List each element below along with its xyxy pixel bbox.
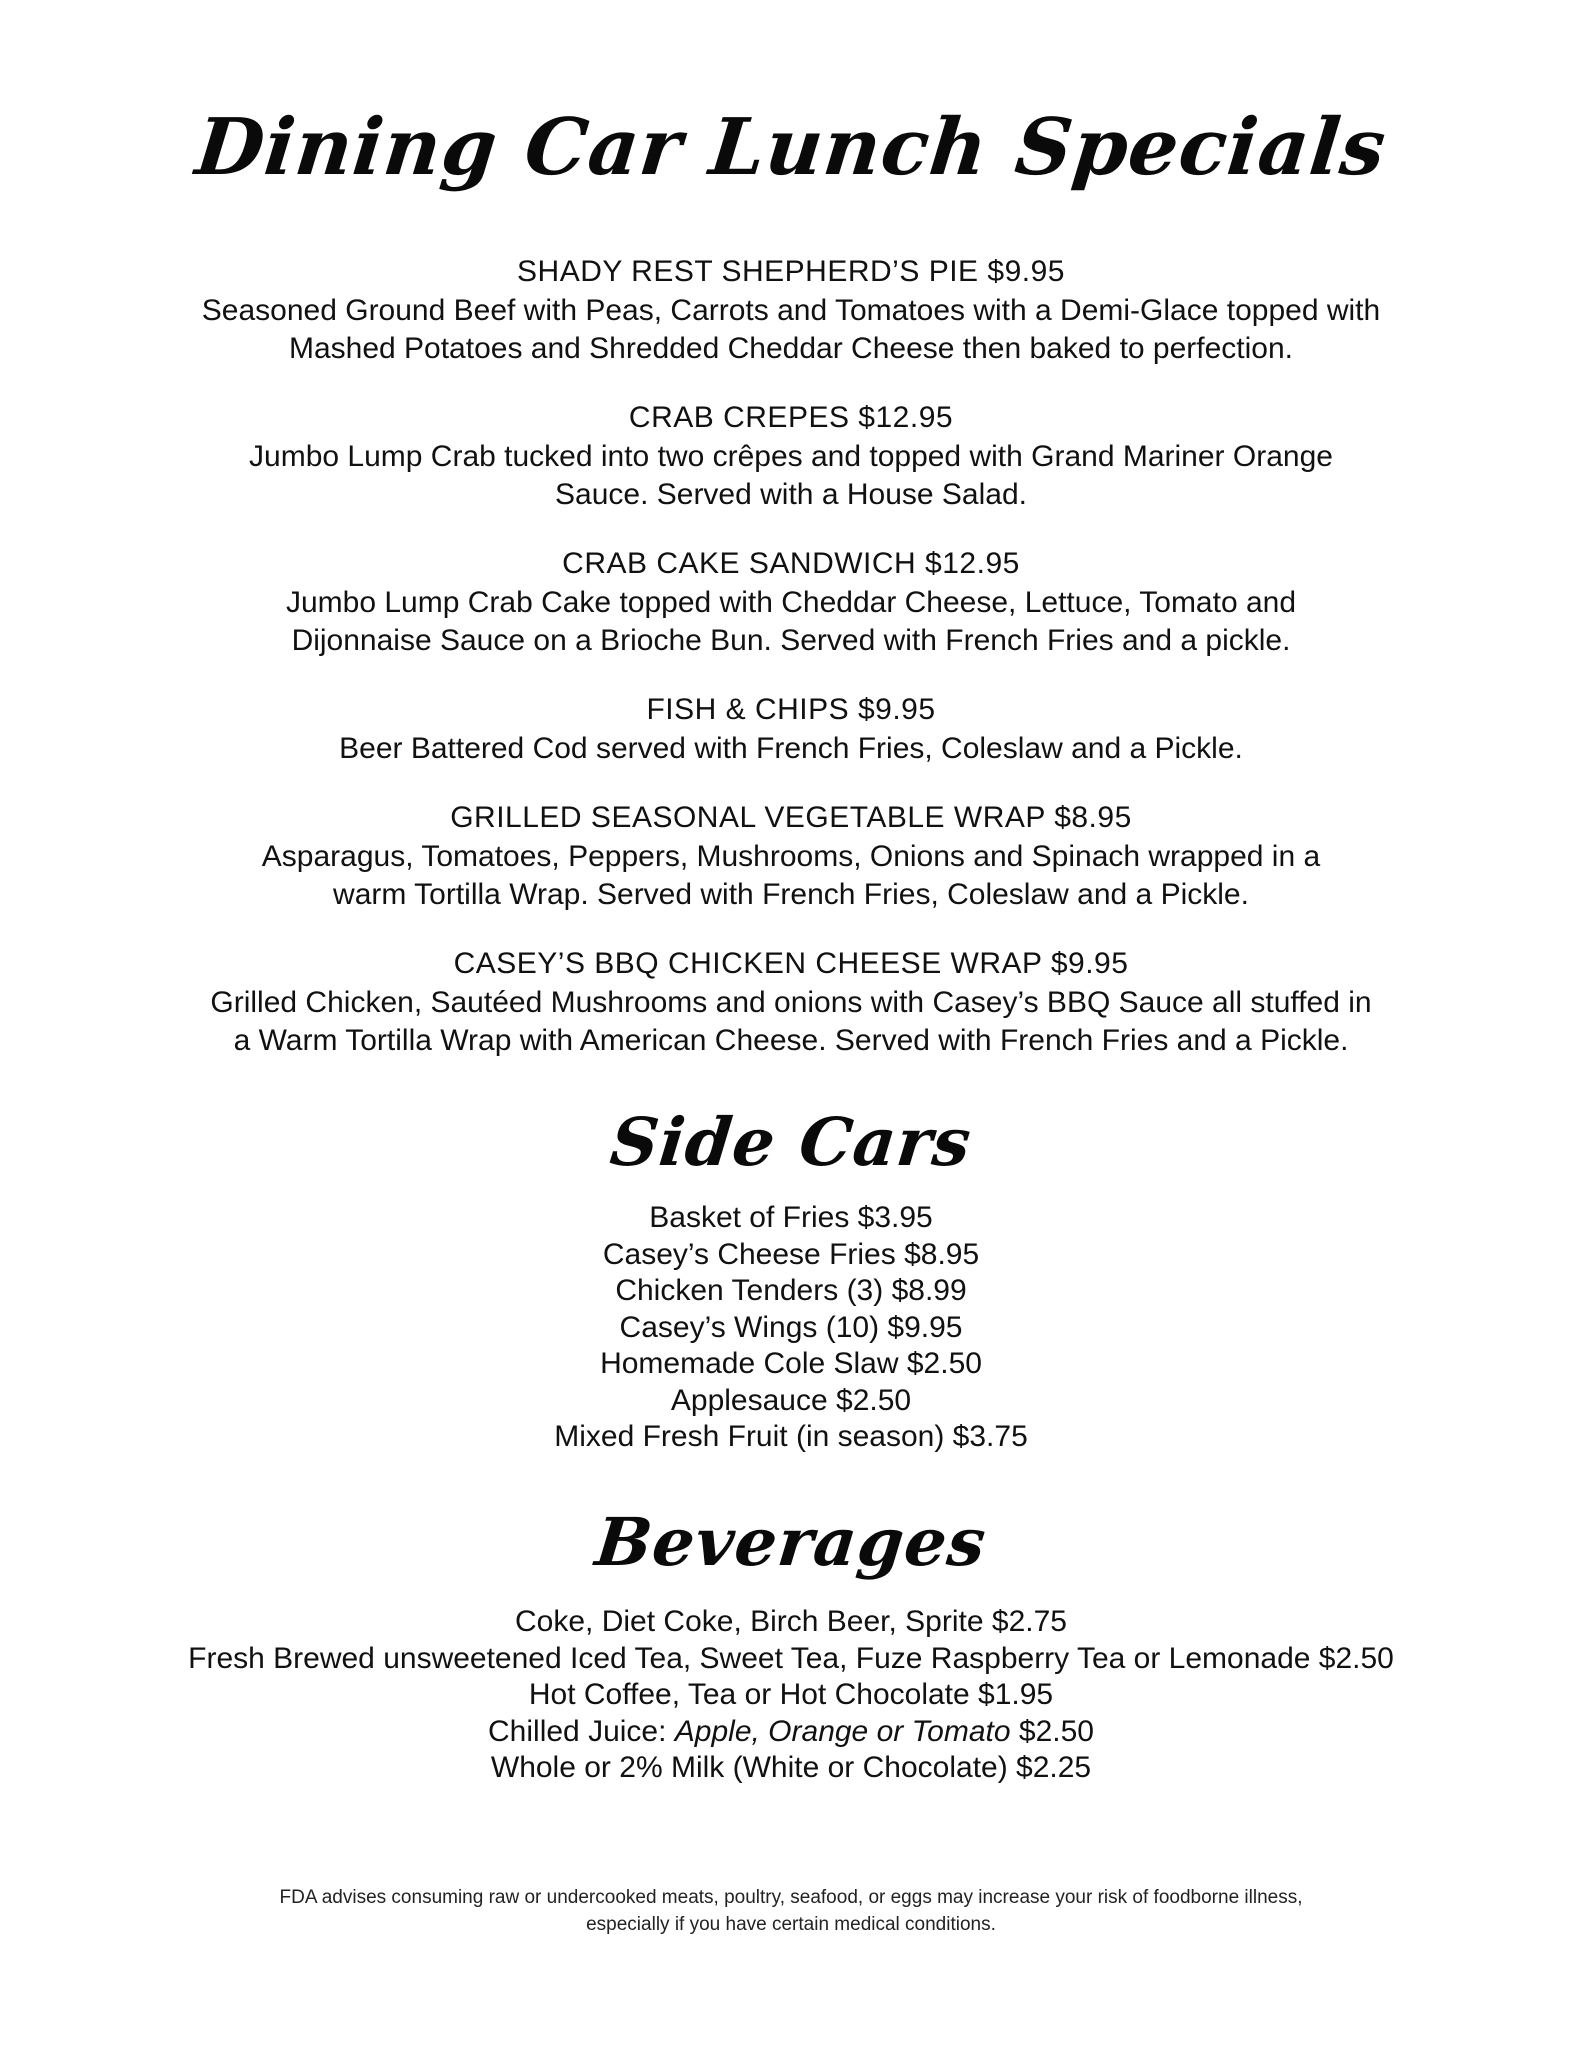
sides-list xyxy=(0,1200,1582,1456)
beverage-item-juice xyxy=(0,1714,1582,1751)
special-description xyxy=(0,730,1582,768)
disclaimer-line: FDA advises consuming raw or undercooked meats, poultry, seafood, or eggs may increase your risk of foodborne illness, xyxy=(279,1887,1303,1908)
description-line: Beer Battered Cod served with French Fries, Coleslaw and a Pickle. xyxy=(339,732,1243,765)
side-item: Casey’s Wings (10) $9.95 xyxy=(619,1310,963,1344)
fda-disclaimer xyxy=(0,1884,1582,1938)
special-description xyxy=(0,984,1582,1060)
juice-options: Apple, Orange or Tomato xyxy=(674,1714,1011,1748)
description-line: Jumbo Lump Crab tucked into two crêpes and topped with Grand Mariner Orange xyxy=(249,440,1333,473)
description-line: Sauce. Served with a House Salad. xyxy=(555,478,1027,511)
beverage-item: Fresh Brewed unsweetened Iced Tea, Sweet Tea, Fuze Raspberry Tea or Lemonade $2.50 xyxy=(188,1641,1394,1675)
special-description xyxy=(0,438,1582,514)
side-item: Mixed Fresh Fruit (in season) $3.75 xyxy=(554,1420,1028,1453)
special-description xyxy=(0,584,1582,660)
description-line: a Warm Tortilla Wrap with American Cheese. Served with French Fries and a Pickle. xyxy=(233,1024,1349,1057)
description-line: Seasoned Ground Beef with Peas, Carrots and Tomatoes with a Demi-Glace topped with xyxy=(201,294,1381,327)
special-description xyxy=(0,292,1582,368)
special-item xyxy=(0,690,1582,768)
beverages-heading: Beverages xyxy=(591,1503,991,1581)
disclaimer-line: especially if you have certain medical conditions. xyxy=(586,1914,996,1935)
description-line: Jumbo Lump Crab Cake topped with Cheddar Cheese, Lettuce, Tomato and xyxy=(285,586,1297,619)
beverage-item: Hot Coffee, Tea or Hot Chocolate $1.95 xyxy=(528,1678,1054,1711)
special-description xyxy=(0,838,1582,914)
side-item: Chicken Tenders (3) $8.99 xyxy=(615,1274,967,1307)
side-item: Casey’s Cheese Fries $8.95 xyxy=(602,1237,980,1271)
juice-label: Chilled Juice: xyxy=(488,1714,675,1748)
side-item: Applesauce $2.50 xyxy=(670,1383,912,1417)
description-line: Dijonnaise Sauce on a Brioche Bun. Served with French Fries and a pickle. xyxy=(291,624,1291,657)
special-item xyxy=(0,944,1582,1060)
description-line: Grilled Chicken, Sautéed Mushrooms and onions with Casey’s BBQ Sauce all stuffed in xyxy=(210,986,1372,1019)
side-item: Basket of Fries $3.95 xyxy=(649,1201,933,1234)
specials-list xyxy=(0,252,1582,1090)
description-line: Mashed Potatoes and Shredded Cheddar Cheese then baked to perfection. xyxy=(288,332,1294,365)
special-item xyxy=(0,252,1582,368)
side-item: Homemade Cole Slaw $2.50 xyxy=(600,1347,982,1380)
special-name: GRILLED SEASONAL VEGETABLE WRAP $8.95 xyxy=(450,801,1132,834)
juice-price: $2.50 xyxy=(1010,1714,1094,1748)
description-line: warm Tortilla Wrap. Served with French Fries, Coleslaw and a Pickle. xyxy=(333,878,1249,911)
beverages-list xyxy=(0,1604,1582,1787)
special-name: CRAB CAKE SANDWICH $12.95 xyxy=(562,547,1020,580)
beverage-item: Coke, Diet Coke, Birch Beer, Sprite $2.75 xyxy=(515,1605,1067,1638)
special-name: CASEY’S BBQ CHICKEN CHEESE WRAP $9.95 xyxy=(453,947,1129,980)
special-item xyxy=(0,544,1582,660)
description-line: Asparagus, Tomatoes, Peppers, Mushrooms, Onions and Spinach wrapped in a xyxy=(261,840,1321,873)
special-name: CRAB CREPES $12.95 xyxy=(628,401,954,434)
special-name: FISH & CHIPS $9.95 xyxy=(646,693,936,726)
menu-title: Dining Car Lunch Specials xyxy=(191,102,1391,193)
special-item xyxy=(0,398,1582,514)
special-name: SHADY REST SHEPHERD’S PIE $9.95 xyxy=(517,255,1065,288)
beverage-item: Whole or 2% Milk (White or Chocolate) $2.25 xyxy=(490,1751,1092,1784)
special-item xyxy=(0,798,1582,914)
sides-heading: Side Cars xyxy=(606,1103,976,1181)
